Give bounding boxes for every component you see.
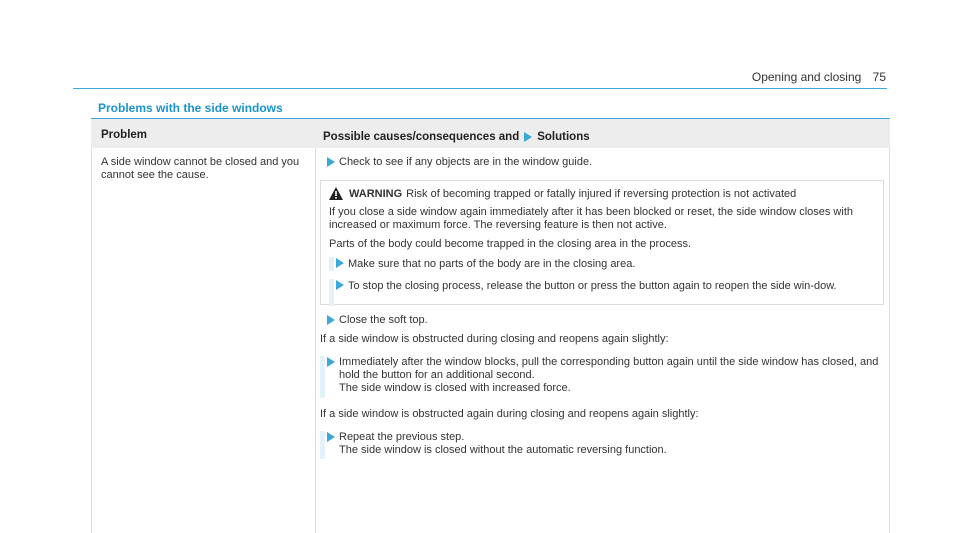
page-header bbox=[0, 0, 960, 90]
warning-step bbox=[329, 279, 877, 293]
column-header-solutions bbox=[323, 131, 590, 143]
arrow-right-icon bbox=[336, 258, 344, 268]
solution-step bbox=[320, 314, 882, 327]
warning-headline bbox=[329, 187, 879, 200]
step-text: Immediately after the window blocks, pull the corresponding button again until the side window has closed, and hold the button for an additional second. bbox=[339, 356, 879, 381]
warning-title: WARNING bbox=[349, 187, 403, 200]
warning-headline-text: Risk of becoming trapped or fatally injured if reversing protection is not activated bbox=[406, 187, 797, 200]
arrow-right-icon bbox=[327, 315, 335, 325]
arrow-right-icon bbox=[327, 432, 335, 442]
condition-note: If a side window is obstructed during closing and reopens again slightly: bbox=[320, 333, 669, 345]
section-name: Opening and closing bbox=[751, 70, 862, 84]
page-number: 75 bbox=[872, 70, 886, 84]
warning-step bbox=[329, 257, 877, 271]
step-text: Repeat the previous step. bbox=[339, 431, 465, 443]
arrow-right-icon bbox=[327, 357, 335, 367]
arrow-right-icon bbox=[336, 280, 344, 290]
arrow-right-icon bbox=[327, 157, 335, 167]
running-header bbox=[752, 70, 886, 84]
solution-step bbox=[320, 431, 882, 457]
warning-paragraph: If you close a side window again immediately after it has been blocked or reset, the side window closes with increased or maximum force. The reversing feature is then not active. bbox=[329, 206, 853, 231]
table-header-row bbox=[91, 119, 890, 148]
step-text: Make sure that no parts of the body are in the closing area. bbox=[348, 258, 636, 270]
table-right-border bbox=[889, 148, 890, 533]
step-bar bbox=[329, 257, 334, 271]
arrow-right-icon bbox=[524, 132, 532, 142]
column-divider bbox=[315, 148, 316, 533]
problems-table bbox=[91, 118, 890, 533]
condition-note: If a side window is obstructed again during closing and reopens again slightly: bbox=[320, 408, 699, 420]
column-header-solutions-label: Solutions bbox=[537, 131, 590, 143]
warning-box bbox=[320, 180, 884, 305]
step-text: To stop the closing process, release the button or press the button again to reopen the side win-dow. bbox=[348, 280, 837, 292]
step-text: Close the soft top. bbox=[339, 314, 428, 326]
warning-body bbox=[329, 206, 877, 293]
step-bar bbox=[320, 356, 325, 398]
header-rule bbox=[73, 88, 887, 89]
step-bar bbox=[320, 431, 325, 459]
column-header-causes: Possible causes/consequences and bbox=[323, 131, 520, 143]
table-left-border bbox=[91, 148, 92, 533]
step-result: The side window is closed without the automatic reversing function. bbox=[339, 444, 667, 456]
step-result: The side window is closed with increased force. bbox=[339, 382, 571, 394]
problem-cell: A side window cannot be closed and you cannot see the cause. bbox=[101, 156, 300, 181]
solution-step bbox=[320, 156, 882, 169]
warning-paragraph: Parts of the body could become trapped in the closing area in the process. bbox=[329, 238, 691, 250]
warning-triangle-icon bbox=[329, 187, 343, 200]
column-header-problem: Problem bbox=[101, 129, 148, 141]
step-text: Check to see if any objects are in the window guide. bbox=[339, 156, 593, 168]
solution-step bbox=[320, 356, 882, 395]
step-bar bbox=[329, 279, 334, 306]
section-title: Problems with the side windows bbox=[98, 101, 283, 115]
